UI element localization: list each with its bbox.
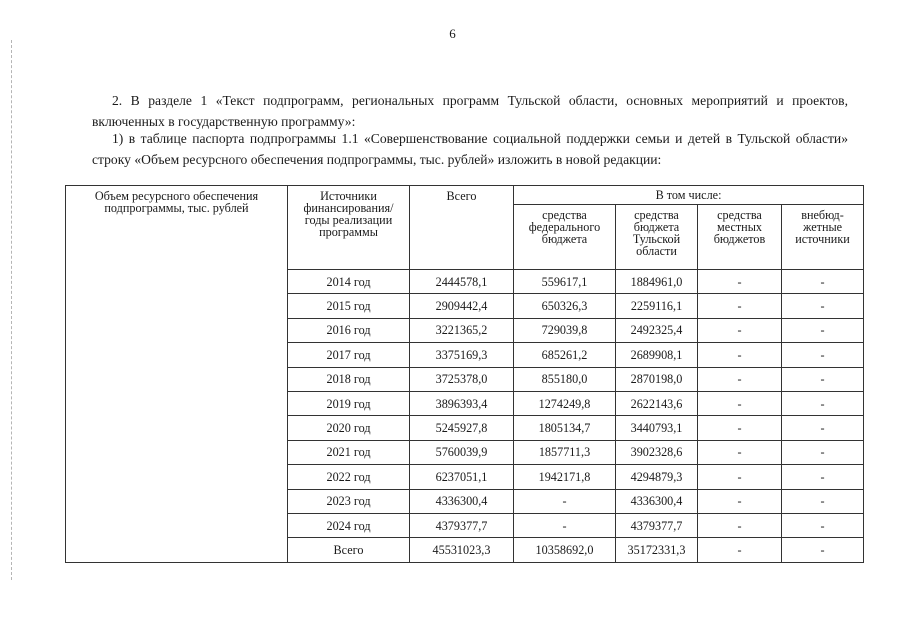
local-cell: -: [698, 465, 782, 489]
regional-cell: 2492325,4: [616, 318, 698, 342]
regional-cell: 2259116,1: [616, 294, 698, 318]
federal-cell: 1942171,8: [514, 465, 616, 489]
total-cell: 3375169,3: [410, 343, 514, 367]
total-cell: 2909442,4: [410, 294, 514, 318]
federal-cell: -: [514, 513, 616, 537]
total-cell: 5760039,9: [410, 440, 514, 464]
year-cell: 2015 год: [288, 294, 410, 318]
local-cell: -: [698, 270, 782, 294]
regional-cell: 35172331,3: [616, 538, 698, 562]
local-cell: -: [698, 489, 782, 513]
local-cell: -: [698, 294, 782, 318]
regional-cell: 2689908,1: [616, 343, 698, 367]
regional-cell: 2870198,0: [616, 367, 698, 391]
total-cell: 3221365,2: [410, 318, 514, 342]
year-cell: 2023 год: [288, 489, 410, 513]
year-cell: 2016 год: [288, 318, 410, 342]
local-cell: -: [698, 513, 782, 537]
resource-table: [65, 185, 864, 563]
total-cell: 2444578,1: [410, 270, 514, 294]
paragraph-item-1: 1) в таблице паспорта подпрограммы 1.1 «Совершенствование социальной поддержки семьи и детей в Тульской области» строку «Объем ресурсного обеспечения подпрограммы, тыс. рублей» изложить в новой редакции:: [92, 131, 848, 167]
regional-cell: 3440793,1: [616, 416, 698, 440]
federal-cell: 1274249,8: [514, 391, 616, 415]
year-cell: 2020 год: [288, 416, 410, 440]
federal-cell: 1857711,3: [514, 440, 616, 464]
header-including: В том числе:: [514, 186, 864, 205]
total-cell: 4336300,4: [410, 489, 514, 513]
offbudget-cell: -: [782, 318, 864, 342]
header-federal: средства федерального бюджета: [514, 205, 616, 270]
federal-cell: -: [514, 489, 616, 513]
header-regional: средства бюджета Тульской области: [616, 205, 698, 270]
regional-cell: 3902328,6: [616, 440, 698, 464]
year-cell: 2022 год: [288, 465, 410, 489]
header-offbudget: внебюд- жетные источники: [782, 205, 864, 270]
offbudget-cell: -: [782, 489, 864, 513]
total-cell: 4379377,7: [410, 513, 514, 537]
offbudget-cell: -: [782, 538, 864, 562]
federal-cell: 855180,0: [514, 367, 616, 391]
year-cell: 2019 год: [288, 391, 410, 415]
local-cell: -: [698, 416, 782, 440]
federal-cell: 685261,2: [514, 343, 616, 367]
offbudget-cell: -: [782, 513, 864, 537]
federal-cell: 559617,1: [514, 270, 616, 294]
header-total: Всего: [410, 186, 514, 270]
offbudget-cell: -: [782, 416, 864, 440]
header-sources: Источники финансирования/ годы реализации программы: [288, 186, 410, 270]
year-cell: 2018 год: [288, 367, 410, 391]
regional-cell: 2622143,6: [616, 391, 698, 415]
offbudget-cell: -: [782, 270, 864, 294]
federal-cell: 10358692,0: [514, 538, 616, 562]
year-cell: 2024 год: [288, 513, 410, 537]
local-cell: -: [698, 343, 782, 367]
margin-scan-marks: [11, 40, 14, 580]
federal-cell: 650326,3: [514, 294, 616, 318]
local-cell: -: [698, 440, 782, 464]
local-cell: -: [698, 367, 782, 391]
offbudget-cell: -: [782, 343, 864, 367]
total-cell: 3725378,0: [410, 367, 514, 391]
regional-cell: 1884961,0: [616, 270, 698, 294]
total-cell: 5245927,8: [410, 416, 514, 440]
year-cell: Всего: [288, 538, 410, 562]
total-cell: 3896393,4: [410, 391, 514, 415]
local-cell: -: [698, 318, 782, 342]
regional-cell: 4336300,4: [616, 489, 698, 513]
offbudget-cell: -: [782, 391, 864, 415]
federal-cell: 729039,8: [514, 318, 616, 342]
year-cell: 2021 год: [288, 440, 410, 464]
regional-cell: 4379377,7: [616, 513, 698, 537]
row-label-cell: Объем ресурсного обеспечения подпрограммы, тыс. рублей: [66, 186, 288, 563]
offbudget-cell: -: [782, 294, 864, 318]
offbudget-cell: -: [782, 440, 864, 464]
offbudget-cell: -: [782, 465, 864, 489]
regional-cell: 4294879,3: [616, 465, 698, 489]
federal-cell: 1805134,7: [514, 416, 616, 440]
paragraph-section-2: 2. В разделе 1 «Текст подпрограмм, региональных программ Тульской области, основных мероприятий и проектов, включенных в государственную программу»:: [92, 93, 848, 129]
header-local: средства местных бюджетов: [698, 205, 782, 270]
total-cell: 6237051,1: [410, 465, 514, 489]
year-cell: 2017 год: [288, 343, 410, 367]
local-cell: -: [698, 538, 782, 562]
year-cell: 2014 год: [288, 270, 410, 294]
page-number: 6: [449, 26, 456, 41]
offbudget-cell: -: [782, 367, 864, 391]
local-cell: -: [698, 391, 782, 415]
total-cell: 45531023,3: [410, 538, 514, 562]
